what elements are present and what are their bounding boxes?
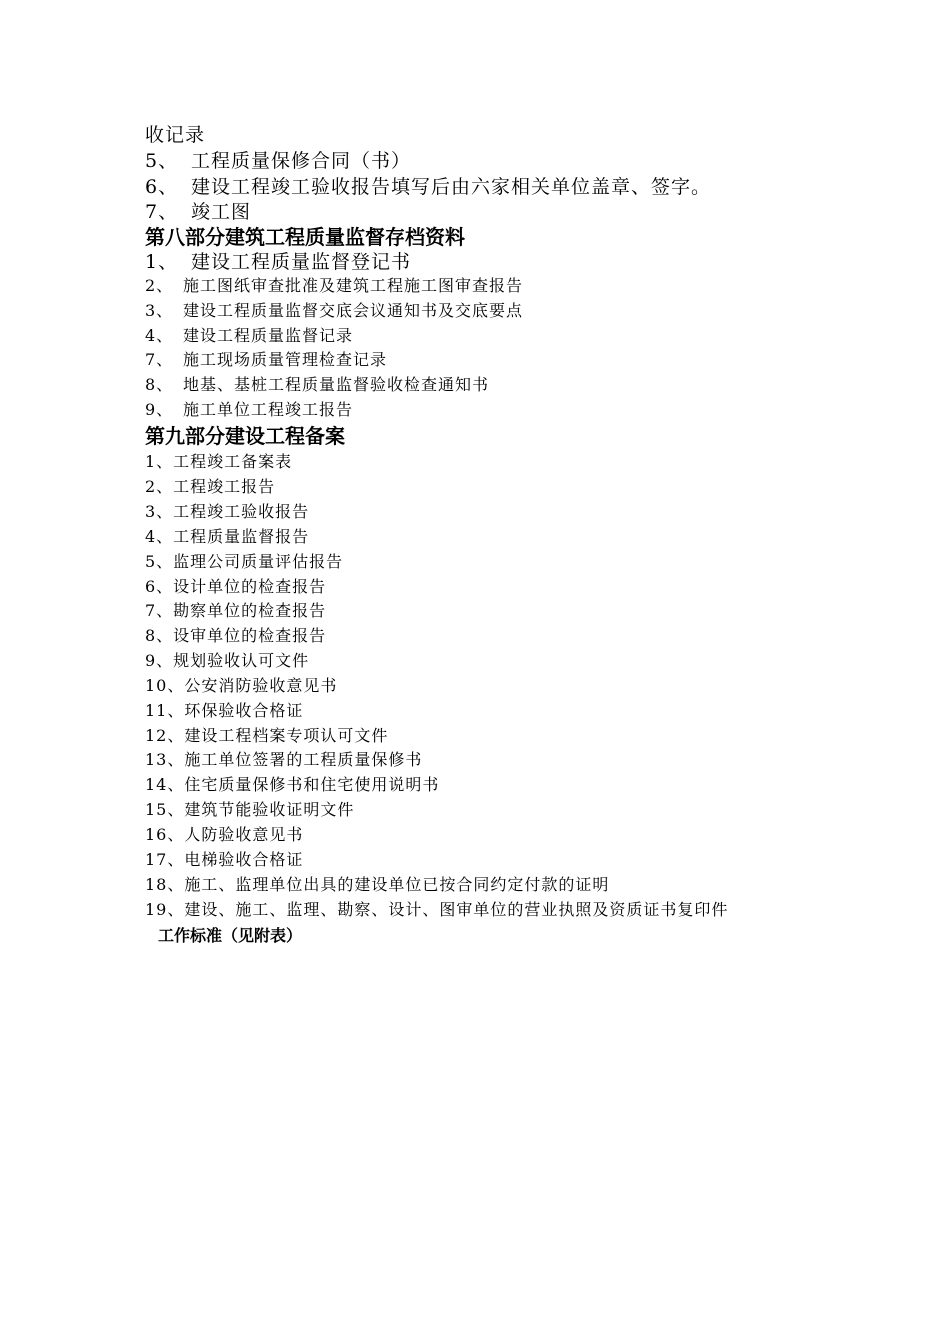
part9-item: 12、建设工程档案专项认可文件 (145, 726, 389, 745)
item-text: 建设工程竣工验收报告填写后由六家相关单位盖章、签字。 (191, 176, 712, 198)
part8-item (145, 352, 387, 368)
part9-heading: 第九部分建设工程备案 (145, 424, 345, 448)
part8-heading: 第八部分建筑工程质量监督存档资料 (145, 225, 465, 249)
item-text: 工程质量保修合同（书） (191, 150, 412, 172)
part9-item: 11、环保验收合格证 (145, 701, 304, 720)
item-text: 建设工程质量监督登记书 (191, 251, 412, 273)
part9-item: 17、电梯验收合格证 (145, 850, 304, 869)
part7-item (145, 152, 411, 171)
work-standard-heading: 工作标准（见附表） (158, 926, 303, 945)
part9-item: 14、住宅质量保修书和住宅使用说明书 (145, 775, 440, 794)
part9-item: 10、公安消防验收意见书 (145, 676, 338, 695)
item-number: 6、 (145, 176, 179, 198)
item-text: 施工单位工程竣工报告 (183, 400, 354, 419)
item-number: 5、 (145, 150, 179, 172)
item-text: 施工现场质量管理检查记录 (183, 350, 388, 369)
item-number: 4、 (145, 326, 174, 345)
part7-item (145, 203, 251, 222)
part9-item: 3、工程竣工验收报告 (145, 502, 310, 521)
part9-item: 2、工程竣工报告 (145, 477, 276, 496)
part9-item: 7、勘察单位的检查报告 (145, 601, 327, 620)
part9-item: 18、施工、监理单位出具的建设单位已按合同约定付款的证明 (145, 875, 610, 894)
part8-item (145, 377, 489, 393)
part7-item (145, 178, 711, 197)
item-text: 建设工程质量监督交底会议通知书及交底要点 (183, 301, 524, 320)
part9-item: 5、监理公司质量评估报告 (145, 552, 344, 571)
item-number: 9、 (145, 400, 174, 419)
part9-item: 1、工程竣工备案表 (145, 452, 293, 471)
item-number: 8、 (145, 375, 174, 394)
part8-item (145, 328, 353, 344)
part9-item: 19、建设、施工、监理、勘察、设计、图审单位的营业执照及资质证书复印件 (145, 900, 729, 919)
item-text: 施工图纸审查批准及建筑工程施工图审查报告 (183, 276, 524, 295)
part9-item: 16、人防验收意见书 (145, 825, 304, 844)
item-number: 1、 (145, 251, 179, 273)
item-text: 竣工图 (191, 201, 252, 223)
part8-item (145, 278, 523, 294)
part9-item: 8、设审单位的检查报告 (145, 626, 327, 645)
part9-item: 9、规划验收认可文件 (145, 651, 310, 670)
part8-item (145, 253, 411, 272)
part9-item: 13、施工单位签署的工程质量保修书 (145, 750, 423, 769)
part8-item (145, 402, 353, 418)
part9-item: 6、设计单位的检查报告 (145, 577, 327, 596)
part9-item: 4、工程质量监督报告 (145, 527, 310, 546)
part9-item: 15、建筑节能验收证明文件 (145, 800, 355, 819)
part8-item (145, 303, 523, 319)
item-text: 建设工程质量监督记录 (183, 326, 354, 345)
item-text: 地基、基桩工程质量监督验收检查通知书 (183, 375, 490, 394)
item-number: 7、 (145, 201, 179, 223)
item-number: 7、 (145, 350, 174, 369)
item-number: 2、 (145, 276, 174, 295)
item-number: 3、 (145, 301, 174, 320)
continuation-text: 收记录 (145, 124, 206, 146)
